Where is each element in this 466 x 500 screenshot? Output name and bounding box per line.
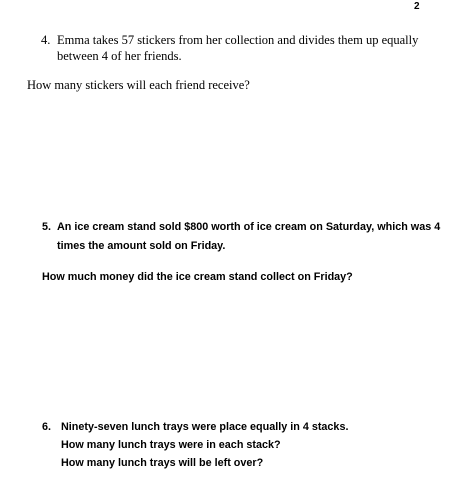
question-5-line-2: times the amount sold on Friday. — [57, 240, 226, 252]
question-4-line-2: between 4 of her friends. — [57, 49, 182, 63]
question-6-number: 6. — [42, 421, 52, 433]
question-6-line-2: How many lunch trays were in each stack? — [61, 439, 281, 451]
question-4-number: 4. — [41, 33, 51, 47]
question-4-prompt: How many stickers will each friend receive? — [27, 78, 250, 92]
page-number: 2 — [414, 1, 420, 12]
question-5-prompt: How much money did the ice cream stand collect on Friday? — [42, 271, 353, 283]
question-4-line-1: Emma takes 57 stickers from her collection and divides them up equally — [57, 33, 419, 47]
question-6-line-1: Ninety-seven lunch trays were place equally in 4 stacks. — [61, 421, 349, 433]
question-5-line-1: An ice cream stand sold $800 worth of ice cream on Saturday, which was 4 — [57, 221, 441, 233]
question-6-line-3: How many lunch trays will be left over? — [61, 457, 264, 469]
question-5-number: 5. — [42, 221, 52, 233]
